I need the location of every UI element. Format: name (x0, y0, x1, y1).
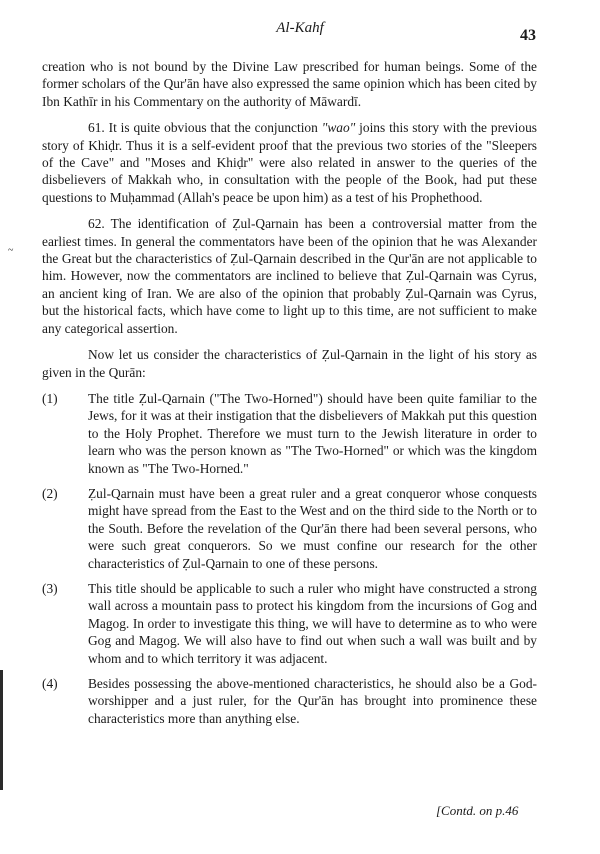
continued-note: [Contd. on p.46 (436, 803, 519, 818)
list-item-text: The title Ẓul-Qarnain ("The Two-Horned") should have been quite familiar to the Jews, for it was at their instigation that the disbelievers of Makkah put this question to the Holy Prophet. Therefore we must turn to the Jewish literature in order to learn who was the person known as "The Two-Horned" or which was the kingdom known as "The Two-Horned." (88, 390, 537, 476)
list-item (42, 675, 537, 727)
page-body (42, 58, 537, 735)
note-61-text-end: joins this story with the previous story of Khiḍr. Thus it is a self-evident proof that the previous two stories of the "Sleepers of the Cave" and "Moses and Khiḍr" were also related in answer to the queries of the disbelievers of Makkah who, in consultation with the people of the Book, had put these questions to Muḥammad (Allah's peace be upon him) as a test of his Prophethood. (42, 120, 537, 205)
list-item (42, 580, 537, 667)
scan-edge-mark (0, 670, 3, 790)
note-61-emphasis: "wao" (321, 120, 356, 136)
margin-mark: ~ (8, 245, 14, 256)
list-item-number: (1) (42, 390, 58, 406)
note-61 (42, 119, 537, 206)
list-item-text: This title should be applicable to such a ruler who might have constructed a strong wall across a mountain pass to protect his kingdom from the incursions of Gog and Magog. In order to investigate this thing, we will have to determine as to who were Gog and Magog. We will also have to find out when such a wall was built and by whom and to which territory it was adjacent. (88, 580, 537, 666)
list-item (42, 390, 537, 477)
list-item-number: (3) (42, 580, 58, 596)
list-item-text: Besides possessing the above-mentioned characteristics, he should also be a God-worshipper and a just ruler, for the Qur'ān has brought into prominence these characteristics more than anything else. (88, 676, 537, 726)
note-62: 62. The identification of Ẓul-Qarnain has been a controversial matter from the earliest times. In general the commentators have been of the opinion that he was Alexander the Great but the characteristics of Ẓul-Qarnain described in the Qur'ān are not applicable to him. However, now the commentators are inclined to believe that Ẓul-Qarnain was Cyrus, an ancient king of Iran. We are also of the opinion that probably Ẓul-Qarnain was Cyrus, but the historical facts, which have come to light up to this time, are not sufficient to make any categorical assertion. (42, 216, 537, 336)
list-item (42, 485, 537, 572)
page-number: 43 (520, 27, 536, 44)
paragraph-continuation: creation who is not bound by the Divine Law prescribed for human beings. Some of the former scholars of the Qur'ān have also expressed the same opinion which has been cited by Ibn Kathīr in his Commentary on the authority of Māwardī. (42, 59, 537, 109)
characteristics-list (42, 390, 537, 727)
list-intro: Now let us consider the characteristics of Ẓul-Qarnain in the light of his story as given in the Qurān: (42, 347, 537, 380)
running-header-title: Al-Kahf (276, 20, 324, 36)
list-item-number: (2) (42, 485, 58, 501)
note-61-text-start: 61. It is quite obvious that the conjunction (88, 120, 322, 136)
list-item-text: Ẓul-Qarnain must have been a great ruler and a great conqueror whose conquests might have spread from the East to the West and on the third side to the North or to the South. Before the revelation of the Qur'ān there had been several persons, who were such great conquerors. So we must confine our research for the other characteristics of Ẓul-Qarnain to one of these persons. (88, 485, 537, 571)
list-item-number: (4) (42, 676, 58, 691)
